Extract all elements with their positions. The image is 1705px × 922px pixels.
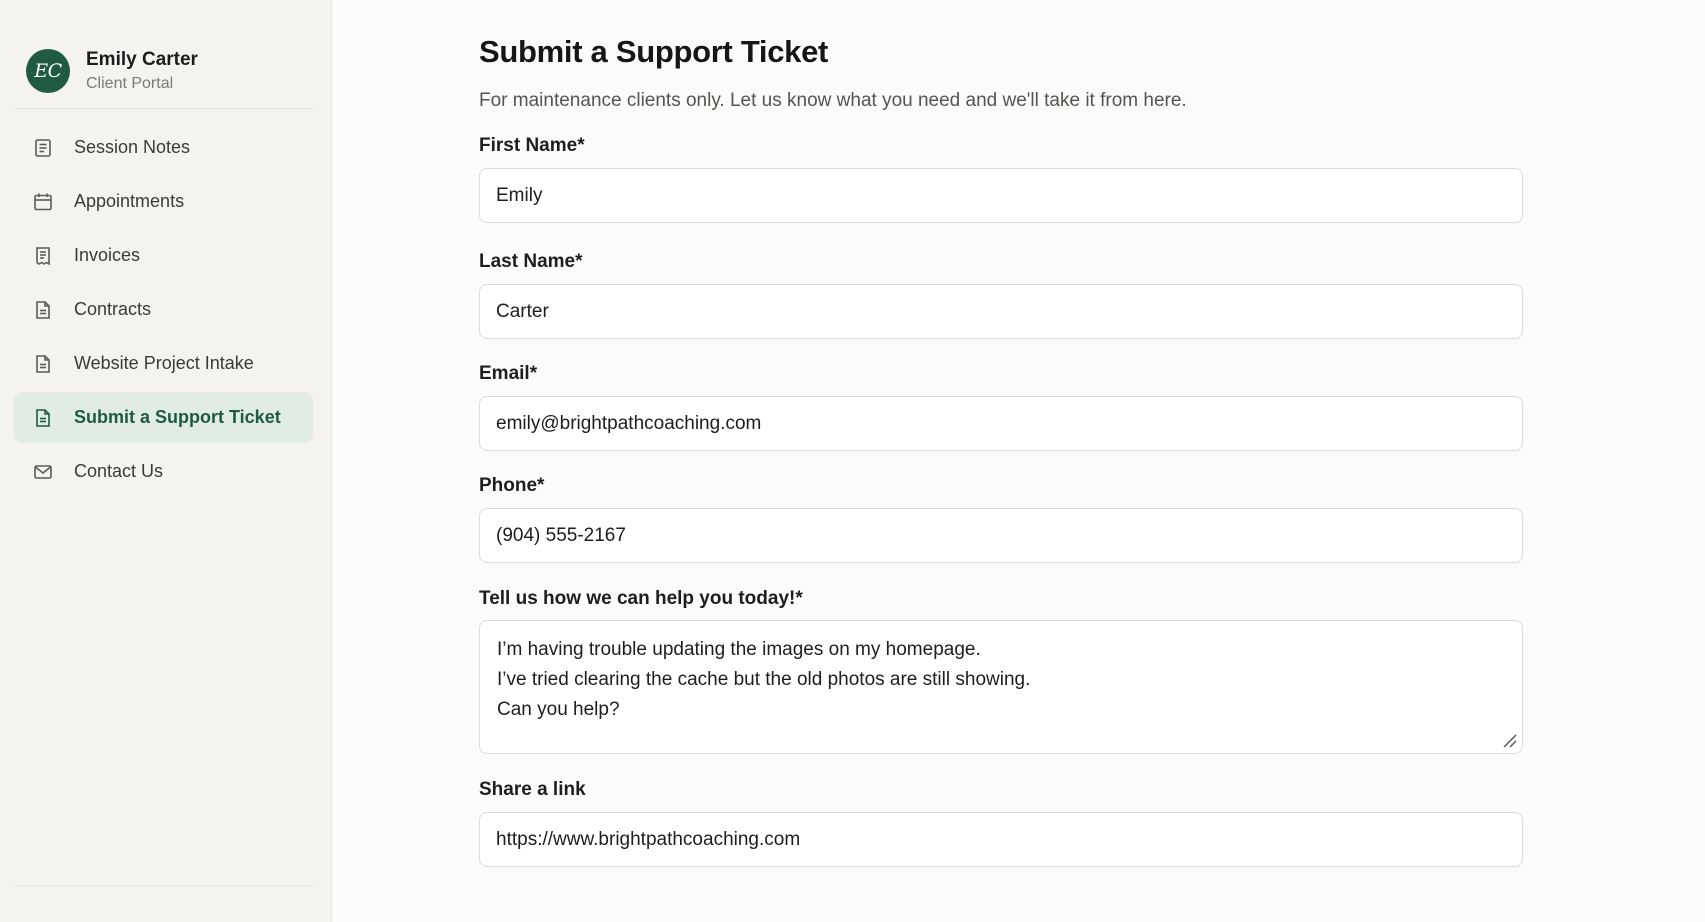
- phone-label: Phone*: [479, 475, 545, 496]
- email-label: Email*: [479, 363, 538, 384]
- receipt-icon: [32, 245, 54, 267]
- sidebar: [0, 0, 332, 922]
- sidebar-item-label: Invoices: [74, 245, 141, 265]
- message-label: Tell us how we can help you today!*: [479, 588, 803, 609]
- sidebar-item-label: Appointments: [74, 191, 185, 211]
- resize-handle-icon[interactable]: [1500, 731, 1518, 749]
- sidebar-item-label: Contracts: [74, 299, 152, 319]
- message-line: I’ve tried clearing the cache but the old photos are still showing.: [497, 669, 1031, 690]
- sidebar-item-invoices[interactable]: [14, 230, 313, 281]
- document-icon: [32, 299, 54, 321]
- sidebar-item-submit-support-ticket[interactable]: [14, 392, 313, 443]
- page-title: Submit a Support Ticket: [479, 34, 829, 69]
- profile-header: [0, 0, 331, 108]
- document-icon: [32, 353, 54, 375]
- sidebar-item-label: Contact Us: [74, 461, 164, 481]
- message-line: I’m having trouble updating the images on my homepage.: [497, 639, 981, 660]
- email-field[interactable]: [479, 396, 1523, 451]
- sidebar-divider-bottom: [14, 885, 313, 886]
- profile-name: Emily Carter: [86, 48, 198, 70]
- first-name-field[interactable]: [479, 168, 1523, 223]
- sidebar-item-label: Submit a Support Ticket: [74, 407, 281, 427]
- first-name-label: First Name*: [479, 135, 585, 156]
- sidebar-item-contracts[interactable]: [14, 284, 313, 335]
- notes-icon: [32, 137, 54, 159]
- document-icon: [32, 407, 54, 429]
- sidebar-item-appointments[interactable]: [14, 176, 313, 227]
- sidebar-item-website-project-intake[interactable]: [14, 338, 313, 389]
- main-content: [332, 0, 1705, 922]
- sidebar-nav: [14, 122, 313, 500]
- message-textarea[interactable]: [479, 620, 1523, 754]
- sidebar-item-contact-us[interactable]: [14, 446, 313, 497]
- sidebar-item-session-notes[interactable]: [14, 122, 313, 173]
- last-name-label: Last Name*: [479, 251, 583, 272]
- sidebar-divider-top: [14, 108, 313, 109]
- sidebar-item-label: Website Project Intake: [74, 353, 254, 373]
- sidebar-item-label: Session Notes: [74, 137, 191, 157]
- link-field[interactable]: [479, 812, 1523, 867]
- last-name-field[interactable]: [479, 284, 1523, 339]
- page-subtitle: For maintenance clients only. Let us know what you need and we'll take it from here.: [479, 90, 1187, 111]
- message-text: [497, 635, 1030, 725]
- mail-icon: [32, 461, 54, 483]
- avatar: EC: [26, 49, 70, 93]
- phone-field[interactable]: [479, 508, 1523, 563]
- profile-text: [86, 48, 198, 95]
- profile-subtitle: Client Portal: [86, 74, 174, 92]
- link-label: Share a link: [479, 779, 586, 800]
- calendar-icon: [32, 191, 54, 213]
- support-ticket-form: [479, 32, 1523, 867]
- message-line: Can you help?: [497, 699, 620, 720]
